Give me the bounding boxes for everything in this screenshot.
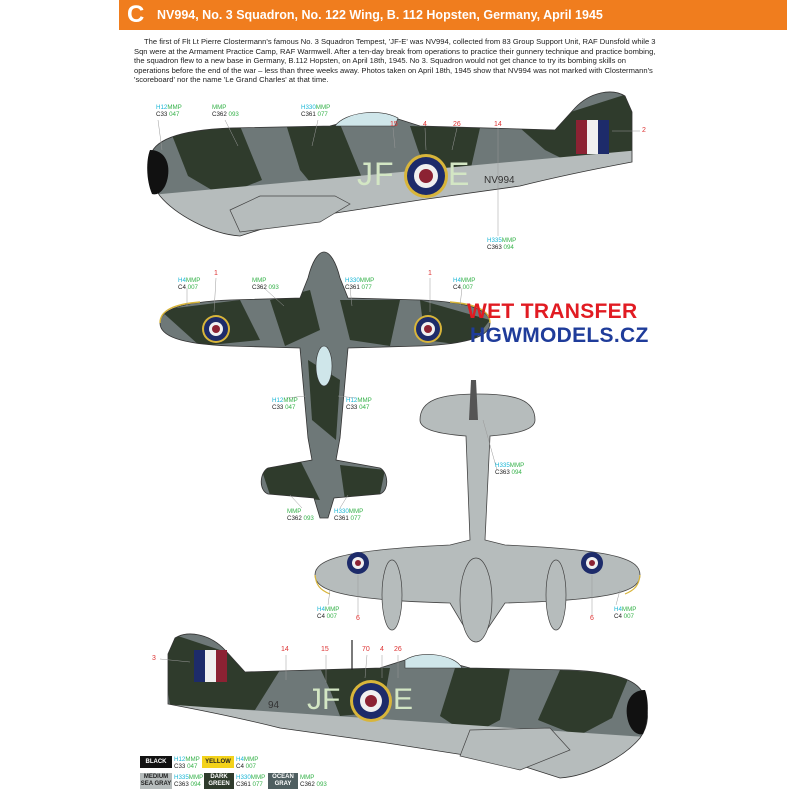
legend-code-medium-sea-gray: H335MMP C363 094 xyxy=(174,774,204,788)
paint-label: MMP C362 093 xyxy=(252,277,279,291)
legend-swatch-medium-sea-gray: MEDIUM SEA GRAY xyxy=(140,774,172,787)
legend-code-yellow: H4MMP C4 007 xyxy=(236,756,259,770)
website-link[interactable]: HGWMODELS.CZ xyxy=(470,324,649,347)
paint-label: H335MMP C363 094 xyxy=(495,462,525,476)
paint-label: H4MMP C4 007 xyxy=(317,606,340,620)
callout: 6 xyxy=(590,615,594,622)
paint-label: H4MMP C4 007 xyxy=(453,277,476,291)
legend-swatch-black: BLACK xyxy=(140,756,172,768)
legend-code-ocean-gray: MMP C362 093 xyxy=(300,774,327,788)
code-letters-side-2 xyxy=(307,683,340,717)
scheme-letter: C xyxy=(127,1,145,28)
code-letters-side-1 xyxy=(357,156,395,193)
code-letter-e-side-1 xyxy=(448,156,469,193)
callout: 4 xyxy=(380,646,384,653)
callout: 1 xyxy=(214,270,218,277)
callout: 26 xyxy=(453,121,461,128)
paint-label: H4MMP C4 007 xyxy=(178,277,201,291)
paint-label: MMP C362 093 xyxy=(212,104,239,118)
callout: 1 xyxy=(428,270,432,277)
serial-side-1: NV994 xyxy=(484,175,515,186)
paint-label: H330MMP C361 077 xyxy=(334,508,364,522)
code-right-2: E xyxy=(393,683,414,716)
callout: 15 xyxy=(390,121,398,128)
callout: 14 xyxy=(494,121,502,128)
callout: 2 xyxy=(642,127,646,134)
legend-swatch-ocean-gray: OCEAN GRAY xyxy=(268,773,298,789)
code-right: E xyxy=(448,156,470,192)
paint-label: H330MMP C361 077 xyxy=(345,277,375,291)
callout: 14 xyxy=(281,646,289,653)
paint-label: H12MMP C33 047 xyxy=(272,397,298,411)
paint-label: H4MMP C4 007 xyxy=(614,606,637,620)
code-letter-e-side-2 xyxy=(393,683,413,717)
paint-label: H330MMP C361 077 xyxy=(301,104,331,118)
callout: 70 xyxy=(362,646,370,653)
code-left: JF xyxy=(357,156,395,192)
paint-label: MMP C362 093 xyxy=(287,508,314,522)
paint-label: H335MMP C363 094 xyxy=(487,237,517,251)
legend-swatch-yellow: YELLOW xyxy=(202,756,234,768)
bottom-view xyxy=(315,380,640,642)
serial-side-2: 94 xyxy=(268,700,280,711)
legend-code-black: H12MMP C33 047 xyxy=(174,756,200,770)
callout: 15 xyxy=(321,646,329,653)
wet-transfer-label: WET TRANSFER xyxy=(467,300,638,323)
scheme-title: NV994, No. 3 Squadron, No. 122 Wing, B. 112 Hopsten, Germany, April 1945 xyxy=(157,8,603,22)
callout: 6 xyxy=(356,615,360,622)
top-view xyxy=(150,250,500,530)
paint-label: H12MMP C33 047 xyxy=(156,104,182,118)
callout: 3 xyxy=(152,655,156,662)
description-text: The first of Flt Lt Pierre Clostermann's famous No. 3 Squadron Tempest, 'JF-E' was NV994, collected from 83 Group Support Unit, RAF Dunsfold while 3 Sqn were at the Armament Practice Camp, RAF Warmwell. After a ten-day break from operations to practice their gunnery technique and practice bombing, the squadron flew to a new base in Germany, B.112 Hopsten, on April 18th, 1945. No 3. Squadron would not get chance to try its bombing skills on operations before the end of the war – less than three weeks away. Photos taken on April 18th, 1945 show that NV994 was not marked with Clostermann's 'scoreboard' nor the name 'Le Grand Charles' at that time. xyxy=(134,37,656,85)
code-left-2: JF xyxy=(307,683,341,716)
legend-swatch-dark-green: DARK GREEN xyxy=(204,773,234,789)
paint-label: H12MMP C33 047 xyxy=(346,397,372,411)
callout: 4 xyxy=(423,121,427,128)
legend-code-dark-green: H330MMP C361 077 xyxy=(236,774,266,788)
callout: 26 xyxy=(394,646,402,653)
